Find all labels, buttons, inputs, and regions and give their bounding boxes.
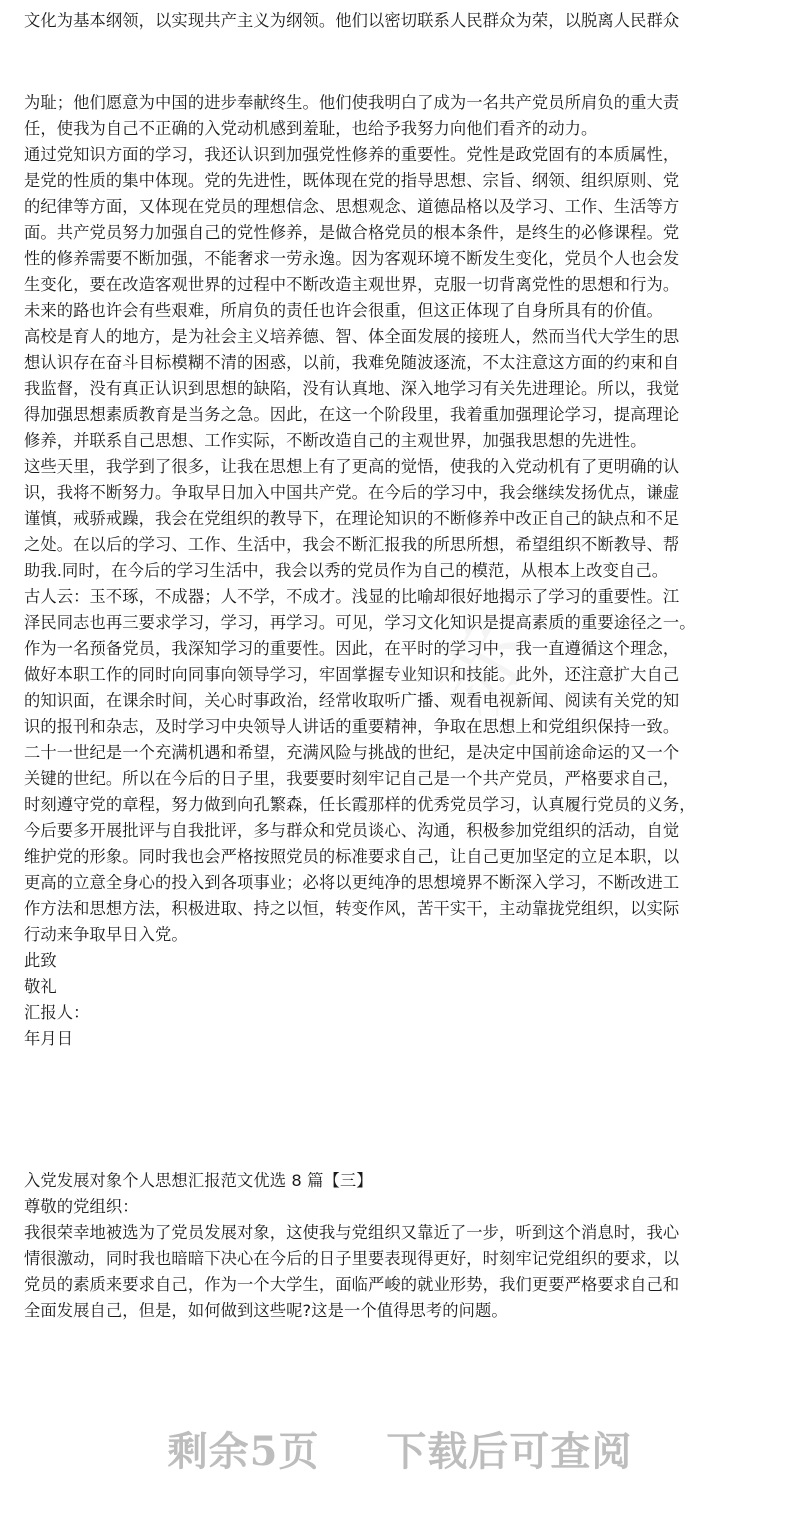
text-line: 未来的路也许会有些艰难，所肩负的责任也许会很重，但这正体现了自身所具有的价值。 [24, 301, 663, 320]
remaining-pages-label: 剩余5页 [167, 1428, 320, 1475]
text-line: 维护党的形象。同时我也会严格按照党员的标准要求自己，让自己更加坚定的立足本职，以 [24, 847, 680, 866]
text-line: 今后要多开展批评与自我批评，多与群众和党员谈心、沟通，积极参加党组织的活动，自觉 [24, 821, 680, 840]
text-line: 谨慎，戒骄戒躁，我会在党组织的教导下，在理论知识的不断修养中改正自己的缺点和不足 [24, 509, 680, 528]
text-line: 党员的素质来要求自己，作为一个大学生，面临严峻的就业形势，我们更要严格要求自己和 [24, 1275, 680, 1294]
text-line: 通过党知识方面的学习，我还认识到加强党性修养的重要性。党性是政党固有的本质属性， [24, 145, 680, 164]
text-line: 识，我将不断努力。争取早日加入中国共产党。在今后的学习中，我会继续发扬优点，谦虚 [24, 483, 680, 502]
text-line: 生变化，要在改造客观世界的过程中不断改造主观世界，克服一切背离党性的思想和行为。 [24, 275, 680, 294]
text-line: 任，使我为自己不正确的入党动机感到羞耻，也给予我努力向他们看齐的动力。 [24, 119, 598, 138]
body-text [24, 90, 780, 1052]
text-line: 时刻遵守党的章程，努力做到向孔繁森，任长霞那样的优秀党员学习，认真履行党员的义务， [24, 795, 696, 814]
text-line: 更高的立意全身心的投入到各项事业；必将以更纯净的思想境界不断深入学习，不断改进工 [24, 873, 680, 892]
top-line: 文化为基本纲领，以实现共产主义为纲领。他们以密切联系人民群众为荣，以脱离人民群众 [24, 11, 680, 30]
text-line: 汇报人： [24, 1003, 90, 1022]
text-line: 高校是育人的地方，是为社会主义培养德、智、体全面发展的接班人，然而当代大学生的思 [24, 327, 680, 346]
text-line: 我很荣幸地被选为了党员发展对象，这使我与党组织又靠近了一步，听到这个消息时，我心 [24, 1223, 680, 1242]
text-line: 敬礼 [24, 977, 57, 996]
text-line: 关键的世纪。所以在今后的日子里，我要要时刻牢记自己是一个共产党员，严格要求自己， [24, 769, 680, 788]
text-line: 识的报刊和杂志，及时学习中央领导人讲话的重要精神，争取在思想上和党组织保持一致。 [24, 717, 680, 736]
download-footer[interactable] [0, 1420, 800, 1477]
text-line: 泽民同志也再三要求学习，学习，再学习。可见，学习文化知识是提高素质的重要途径之一。 [24, 613, 696, 632]
text-line: 助我.同时，在今后的学习生活中，我会以秀的党员作为自己的模范，从根本上改变自己。 [24, 561, 669, 580]
text-line: 之处。在以后的学习、工作、生活中，我会不断汇报我的所思所想，希望组织不断教导、帮 [24, 535, 680, 554]
text-line: 全面发展自己，但是，如何做到这些呢?这是一个值得思考的问题。 [24, 1301, 508, 1320]
text-line: 做好本职工作的同时向同事向领导学习，牢固掌握专业知识和技能。此外，还注意扩大自己 [24, 665, 680, 684]
text-line: 性的修养需要不断加强，不能奢求一劳永逸。因为客观环境不断发生变化，党员个人也会发 [24, 249, 680, 268]
salutation: 尊敬的党组织： [24, 1197, 139, 1216]
text-line: 作方法和思想方法，积极进取、持之以恒，转变作风，苦干实干，主动靠拢党组织，以实际 [24, 899, 680, 918]
download-prompt[interactable]: 下载后可查阅 [386, 1428, 633, 1475]
text-line: 二十一世纪是一个充满机遇和希望，充满风险与挑战的世纪，是决定中国前途命运的又一个 [24, 743, 680, 762]
text-line: 古人云：玉不琢，不成器；人不学，不成才。浅显的比喻却很好地揭示了学习的重要性。江 [24, 587, 680, 606]
text-line: 行动来争取早日入党。 [24, 925, 188, 944]
text-line: 这些天里，我学到了很多，让我在思想上有了更高的觉悟，使我的入党动机有了更明确的认 [24, 457, 680, 476]
section-title: 入党发展对象个人思想汇报范文优选 8 篇【三】 [24, 1171, 373, 1190]
text-line: 作为一名预备党员，我深知学习的重要性。因此，在平时的学习中，我一直遵循这个理念， [24, 639, 680, 658]
text-line: 得加强思想素质教育是当务之急。因此，在这一个阶段里，我着重加强理论学习，提高理论 [24, 405, 680, 424]
text-line: 为耻；他们愿意为中国的进步奉献终生。他们使我明白了成为一名共产党员所肩负的重大责 [24, 93, 680, 112]
text-line: 年月日 [24, 1029, 74, 1048]
text-line: 是党的性质的集中体现。党的先进性，既体现在党的指导思想、宗旨、纲领、组织原则、党 [24, 171, 680, 190]
text-line: 情很激动，同时我也暗暗下决心在今后的日子里要表现得更好，时刻牢记党组织的要求，以 [24, 1249, 680, 1268]
text-line: 我监督，没有真正认识到思想的缺陷，没有认真地、深入地学习有关先进理论。所以，我觉 [24, 379, 680, 398]
section-body [24, 1220, 780, 1324]
text-line: 的纪律等方面，又体现在党员的理想信念、思想观念、道德品格以及学习、工作、生活等方 [24, 197, 680, 216]
text-line: 修养，并联系自己思想、工作实际，不断改造自己的主观世界，加强我思想的先进性。 [24, 431, 647, 450]
text-line: 面。共产党员努力加强自己的党性修养，是做合格党员的根本条件，是终生的必修课程。党 [24, 223, 680, 242]
text-line: 此致 [24, 951, 57, 970]
text-line: 想认识存在奋斗目标模糊不清的困惑，以前，我难免随波逐流，不太注意这方面的约束和自 [24, 353, 680, 372]
text-line: 的知识面，在课余时间，关心时事政治，经常收取听广播、观看电视新闻、阅读有关党的知 [24, 691, 680, 710]
